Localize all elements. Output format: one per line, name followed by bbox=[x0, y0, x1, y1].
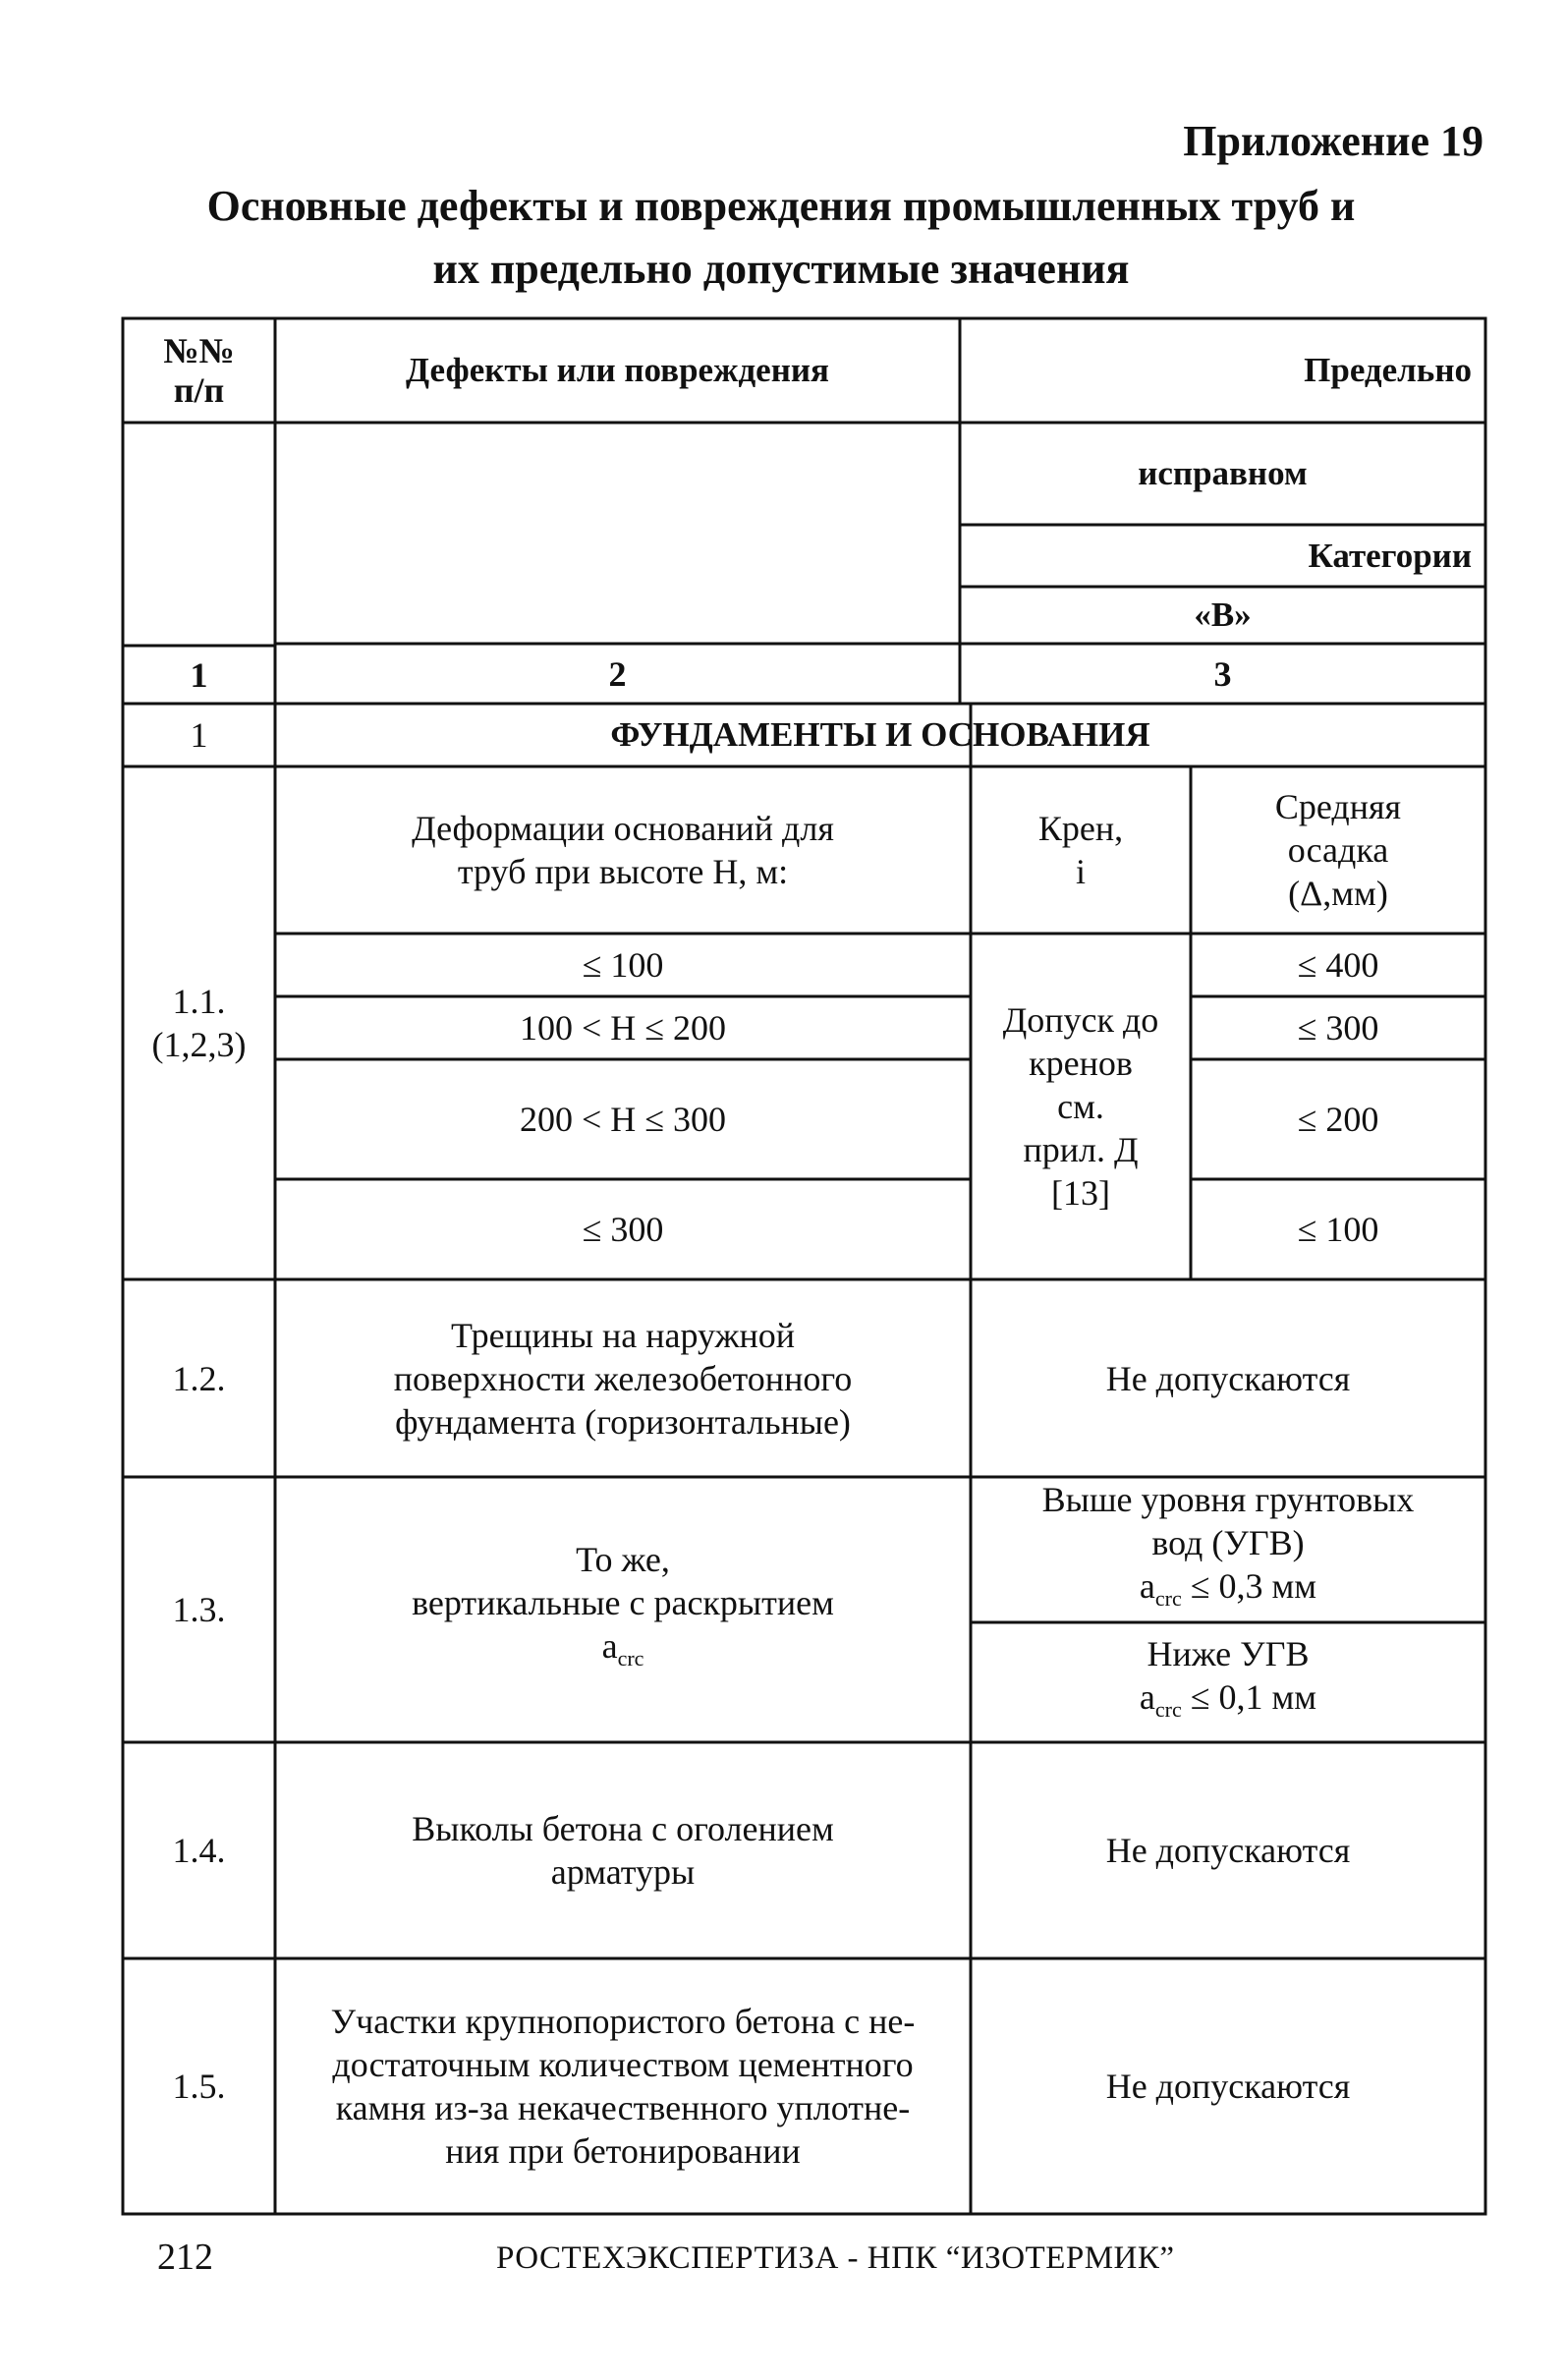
row-1-1-num bbox=[123, 766, 275, 1279]
col-number-1: 1 bbox=[190, 654, 208, 695]
row-1-5-limit: Не допускаются bbox=[1105, 2067, 1351, 2106]
row-1-4-limit: Не допускаются bbox=[1105, 1831, 1351, 1870]
roll-ref-line-5: [13] bbox=[1051, 1173, 1110, 1213]
row-1-3-upper-var: a bbox=[1139, 1566, 1155, 1607]
row-1-5-desc bbox=[275, 1958, 971, 2214]
row-1-3-desc-symbol bbox=[602, 1624, 644, 1680]
row-1-5-desc-line-1: Участки крупнопористого бетона с не- bbox=[330, 2002, 916, 2041]
row-1-4-desc bbox=[275, 1742, 971, 1958]
row-1-3-lower-var: a bbox=[1139, 1677, 1155, 1718]
header-state: исправном bbox=[1138, 454, 1308, 492]
row-1-1-settle-line-1: Средняя bbox=[1274, 787, 1402, 826]
row-1-2-desc-line-2: поверхности железобетонного bbox=[393, 1358, 853, 1398]
row-1-3-desc-sub: crc bbox=[617, 1646, 644, 1672]
row-1-3-upper-line-1: Выше уровня грунтовых bbox=[1041, 1480, 1415, 1520]
settlement-4: ≤ 100 bbox=[1297, 1210, 1379, 1249]
row-1-4-num: 1.4. bbox=[172, 1831, 226, 1870]
row-1-1-desc-line-1: Деформации оснований для bbox=[412, 809, 834, 848]
row-1-1-settle-line-2: осадка bbox=[1287, 830, 1389, 870]
height-range-4: ≤ 300 bbox=[582, 1210, 664, 1249]
row-1-4-desc-line-2: арматуры bbox=[550, 1852, 696, 1892]
publisher-footer: РОСТЕХЭКСПЕРТИЗА - НПК “ИЗОТЕРМИК” bbox=[496, 2240, 1175, 2276]
row-1-3-desc-var: a bbox=[601, 1626, 618, 1667]
row-1-3-upper-line-2: вод (УГВ) bbox=[1151, 1523, 1305, 1563]
height-range-2: 100 < Н ≤ 200 bbox=[519, 1008, 727, 1048]
roll-reference bbox=[971, 934, 1191, 1279]
row-1-1-roll-line-1: Крен, bbox=[1037, 809, 1124, 848]
row-1-5-desc-line-3: камня из-за некачественного уплотне- bbox=[335, 2088, 911, 2127]
settlement-1: ≤ 400 bbox=[1297, 945, 1379, 985]
roll-ref-line-4: прил. Д bbox=[1023, 1130, 1139, 1169]
row-1-2-num: 1.2. bbox=[172, 1358, 226, 1398]
row-1-5-num: 1.5. bbox=[172, 2067, 226, 2106]
row-1-3-desc-line-1: То же, bbox=[576, 1540, 670, 1580]
row-1-2-desc-line-3: фундамента (горизонтальные) bbox=[395, 1401, 851, 1442]
title-line-2: их предельно допустимые значения bbox=[432, 245, 1130, 293]
row-1-3-desc bbox=[275, 1477, 971, 1742]
settlement-3: ≤ 200 bbox=[1297, 1100, 1379, 1139]
roll-ref-line-1: Допуск до bbox=[1002, 1000, 1159, 1040]
roll-ref-line-3: см. bbox=[1057, 1087, 1104, 1126]
row-1-1-settle-head bbox=[1191, 766, 1485, 934]
header-num bbox=[123, 318, 275, 423]
col-number-3: 3 bbox=[1213, 653, 1232, 694]
appendix-label: Приложение 19 bbox=[1183, 117, 1483, 165]
row-1-3-upper bbox=[971, 1477, 1485, 1622]
roll-ref-line-2: кренов bbox=[1029, 1044, 1133, 1083]
row-1-3-lower-limit: ≤ 0,1 мм bbox=[1181, 1677, 1317, 1718]
page-number: 212 bbox=[157, 2237, 213, 2278]
row-1-1-roll-head bbox=[971, 766, 1191, 934]
row-1-5-desc-line-4: ния при бетонировании bbox=[445, 2131, 801, 2171]
row-1-3-lower-value bbox=[1140, 1675, 1316, 1731]
row-1-1-num-line-2: (1,2,3) bbox=[151, 1025, 247, 1064]
title-line-1: Основные дефекты и повреждения промышленных труб и bbox=[206, 182, 1356, 230]
row-1-3-lower-sub: crc bbox=[1154, 1697, 1182, 1723]
header-category: Категории bbox=[1308, 536, 1472, 575]
row-1-2-limit: Не допускаются bbox=[1105, 1358, 1351, 1398]
settlement-2: ≤ 300 bbox=[1297, 1008, 1379, 1048]
row-1-3-upper-value bbox=[1140, 1564, 1316, 1620]
row-1-3-upper-sub: crc bbox=[1154, 1586, 1182, 1612]
row-1-2-desc-line-1: Трещины на наружной bbox=[451, 1315, 795, 1355]
row-1-3-lower bbox=[971, 1622, 1485, 1742]
row-1-3-upper-limit: ≤ 0,3 мм bbox=[1181, 1566, 1317, 1607]
header-num-line-1: №№ bbox=[163, 331, 235, 370]
row-1-1-desc bbox=[275, 766, 971, 934]
col-number-2: 2 bbox=[608, 653, 627, 694]
header-limit: Предельно bbox=[1304, 351, 1472, 389]
row-1-1-desc-line-2: труб при высоте Н, м: bbox=[457, 852, 789, 891]
row-1-3-desc-line-2: вертикальные с раскрытием bbox=[412, 1583, 834, 1623]
row-1-1-settle-line-3: (Δ,мм) bbox=[1288, 874, 1388, 913]
row-1-5-desc-line-2: достаточным количеством цементного bbox=[332, 2045, 914, 2084]
row-1-2-desc bbox=[275, 1279, 971, 1477]
section-title: ФУНДАМЕНТЫ И ОСНОВАНИЯ bbox=[610, 715, 1150, 754]
header-category-b: «В» bbox=[1194, 595, 1252, 634]
row-1-4-desc-line-1: Выколы бетона с оголением bbox=[412, 1809, 834, 1848]
header-defects: Дефекты или повреждения bbox=[406, 351, 829, 389]
row-1-3-lower-line-1: Ниже УГВ bbox=[1147, 1634, 1310, 1674]
height-range-1: ≤ 100 bbox=[582, 945, 664, 985]
header-num-line-2: п/п bbox=[173, 370, 225, 410]
section-num: 1 bbox=[190, 715, 208, 755]
row-1-1-roll-line-2: i bbox=[1075, 852, 1086, 891]
row-1-3-num: 1.3. bbox=[172, 1590, 226, 1629]
row-1-1-num-line-1: 1.1. bbox=[172, 982, 226, 1021]
height-range-3: 200 < Н ≤ 300 bbox=[519, 1100, 727, 1139]
